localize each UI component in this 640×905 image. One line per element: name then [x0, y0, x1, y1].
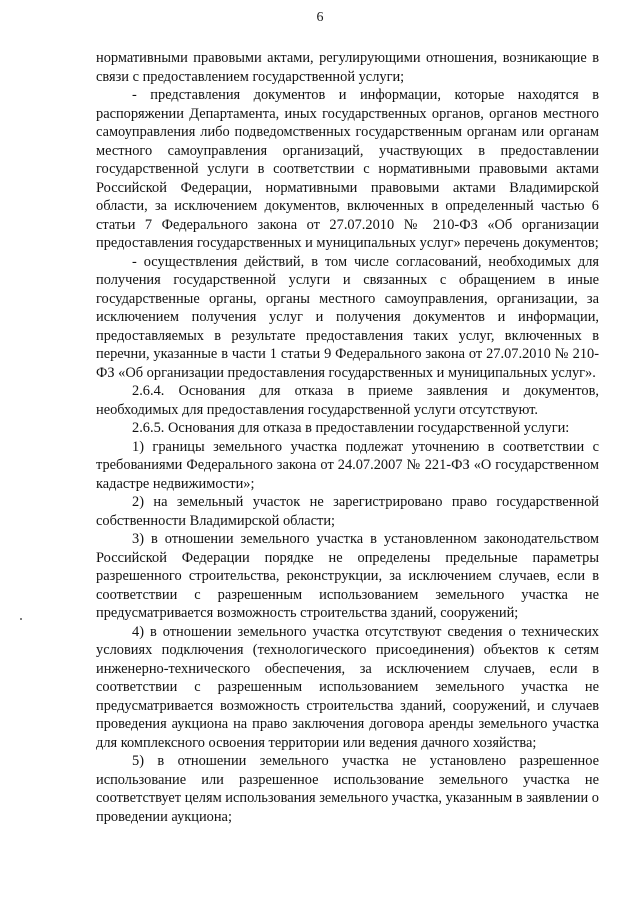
paragraph: 3) в отношении земельного участка в установленном законодательством Российской Федерации порядке не определены предельные параметры разрешенного строительства, реконструкции, за исключением случаев, если в соответствии с разрешенным использованием земельного участка не предусматривается возможность строительства зданий, сооружений;: [96, 531, 599, 621]
paragraph: - осуществления действий, в том числе согласований, необходимых для получения государственной услуги и связанных с обращением в иные государственные органы, органы местного самоуправления, организации, за исключением получения услуг и получения документов и информации, предоставляемых в результате предоставления таких услуг, включенных в перечни, указанные в части 1 статьи 9 Федерального закона от 27.07.2010 № 210-ФЗ «Об организации предоставления государственных и муниципальных услуг».: [96, 253, 599, 381]
scan-mark: [20, 618, 22, 620]
paragraph: 2.6.5. Основания для отказа в предоставлении государственной услуги:: [132, 420, 570, 436]
page-number: 6: [316, 10, 324, 25]
paragraph: 4) в отношении земельного участка отсутствуют сведения о технических условиях подключения (технологического присоединения) объектов к сетям инженерно-технического обеспечения, за исключением случаев, если в соответствии с разрешенным использованием земельного участка не предусматривается возможность строительства зданий, сооружений, и случаев проведения аукциона на право заключения договора аренды земельного участка для комплексного освоения территории или ведения дачного хозяйства;: [96, 623, 599, 751]
paragraph: 5) в отношении земельного участка не установлено разрешенное использование или разрешенное использование земельного участка не соответствует целям использования земельного участка, указанным в заявлении о проведении аукциона;: [96, 753, 599, 825]
paragraph: - представления документов и информации, которые находятся в распоряжении Департамента, иных государственных органов, органов местного самоуправления либо подведомственных государственным органам или органам местного самоуправления организаций, участвующих в предоставлении государственной услуги в соответствии с нормативными правовыми актами Российской Федерации, нормативными правовыми актами Владимирской области, за исключением документов, включенных в определенный частью 6 статьи 7 Федерального закона от 27.07.2010 № 210-ФЗ «Об организации предоставления государственных и муниципальных услуг» перечень документов;: [96, 87, 599, 251]
paragraph: нормативными правовыми актами, регулирующими отношения, возникающие в связи с предоставлением государственной услуги;: [96, 50, 599, 85]
paragraph: 2.6.4. Основания для отказа в приеме заявления и документов, необходимых для предоставления государственной услуги отсутствуют.: [96, 383, 599, 418]
paragraph: 1) границы земельного участка подлежат уточнению в соответствии с требованиями Федерального закона от 24.07.2007 № 221-ФЗ «О государственном кадастре недвижимости»;: [96, 438, 599, 492]
document-body: [96, 49, 599, 826]
paragraph: 2) на земельный участок не зарегистрировано право государственной собственности Владимирской области;: [96, 494, 599, 529]
